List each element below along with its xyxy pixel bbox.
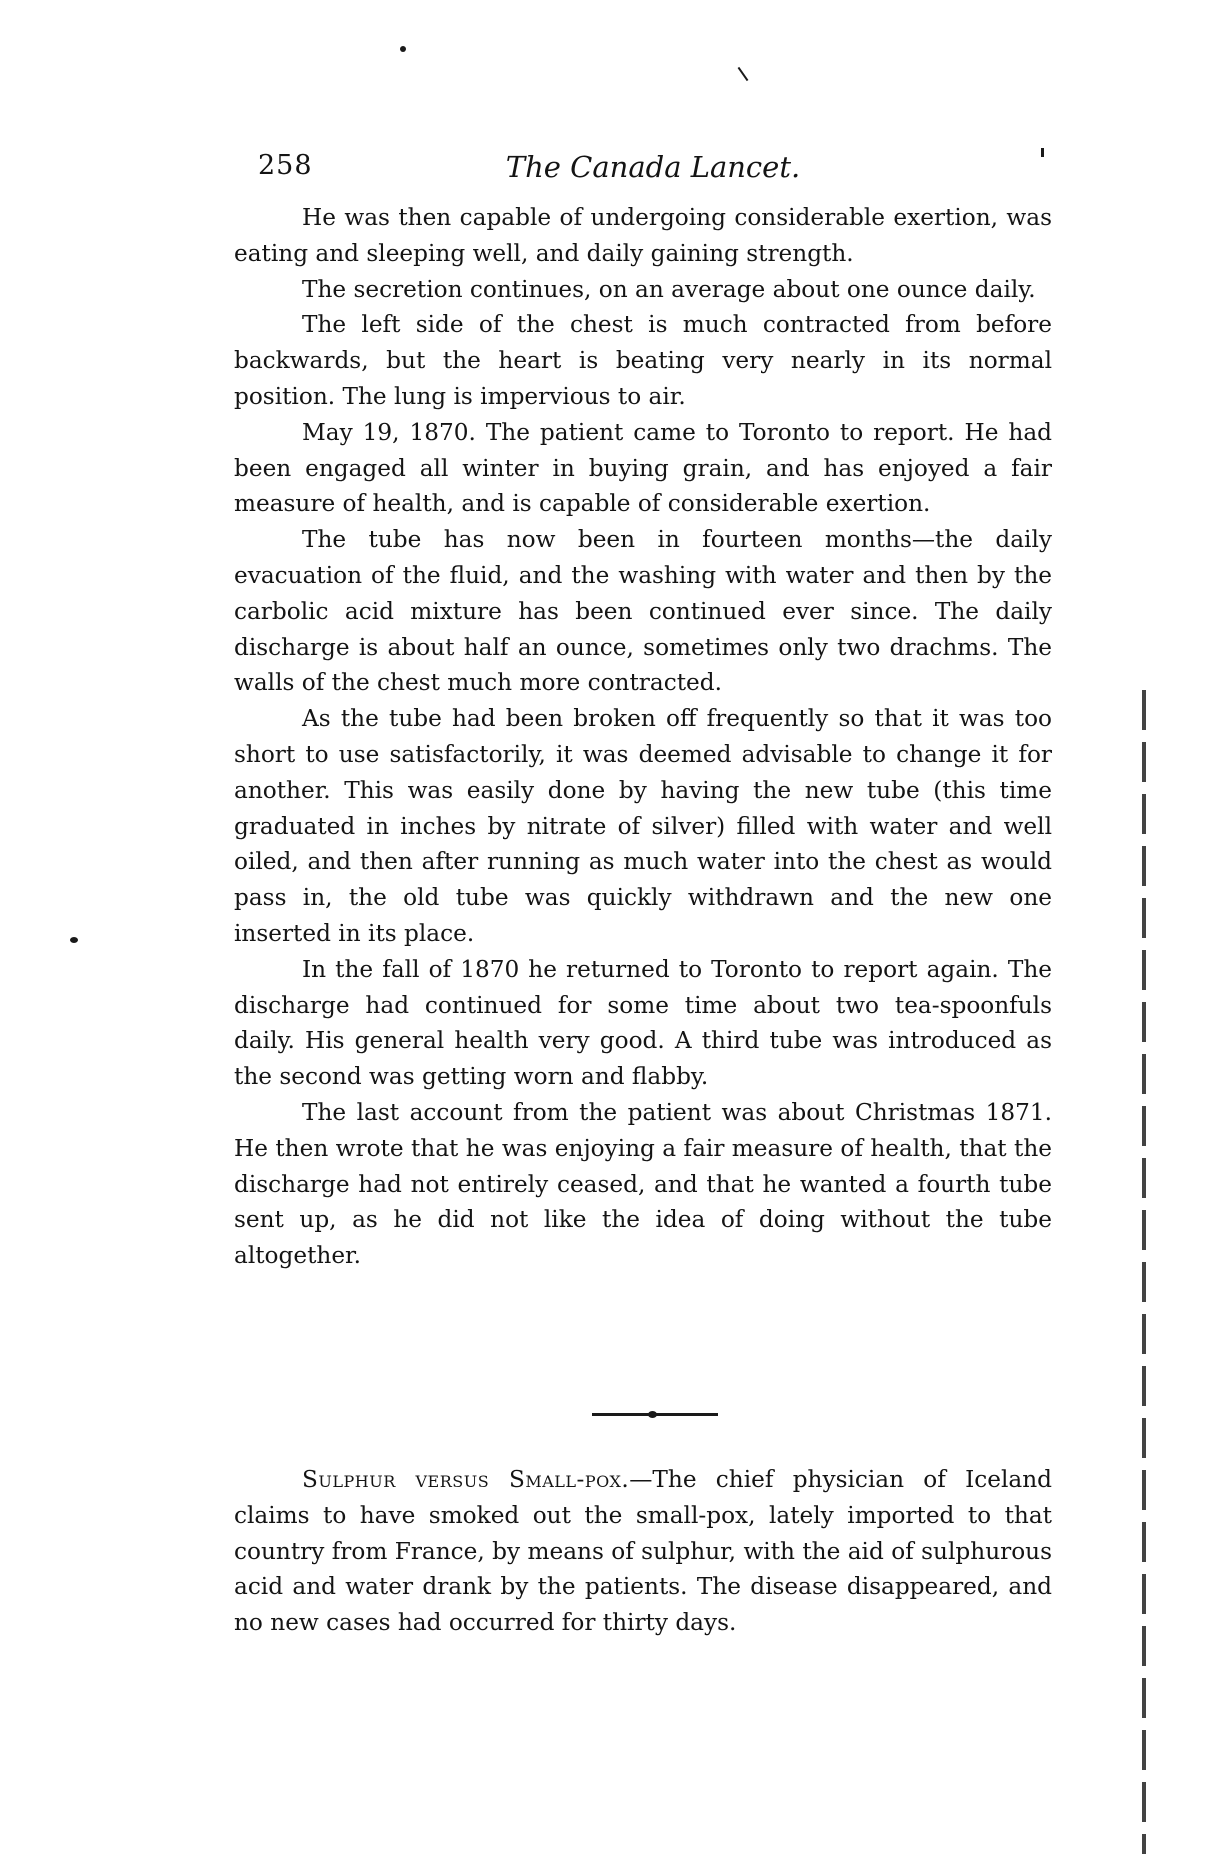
article-body	[234, 200, 1052, 1274]
note-heading: Sulphur versus Small-pox.	[302, 1466, 630, 1493]
page-header	[258, 150, 1048, 190]
running-title: The Canada Lancet.	[505, 150, 801, 184]
scan-edge	[1142, 690, 1146, 1854]
page-number: 258	[258, 150, 313, 181]
paragraph: May 19, 1870. The patient came to Toronto to report. He had been engaged all winter in buying grain, and has enjoyed a fair measure of health, and is capable of considerable exertion.	[234, 418, 1052, 518]
paragraph: In the fall of 1870 he returned to Toronto to report again. The discharge had continued for some time about two tea-spoonfuls daily. His general health very good. A third tube was introduced as the second was getting worn and flabby.	[234, 955, 1052, 1091]
paragraph: The last account from the patient was about Christmas 1871. He then wrote that he was enjoying a fair measure of health, that the discharge had not entirely ceased, and that he wanted a fourth tube sent up, as he did not like the idea of doing without the tube altogether.	[234, 1098, 1052, 1270]
paragraph: As the tube had been broken off frequently so that it was too short to use satisfactorily, it was deemed advisable to change it for another. This was easily done by having the new tube (this time graduated in inches by nitrate of silver) filled with water and well oiled, and then after running as much water into the chest as would pass in, the old tube was quickly withdrawn and the new one inserted in its place.	[234, 705, 1052, 947]
paragraph: He was then capable of undergoing considerable exertion, was eating and sleeping well, and daily gaining strength.	[234, 204, 1052, 267]
note-text: —The chief physician of Iceland claims to have smoked out the small-pox, lately imported to that country from France, by means of sulphur, with the aid of sulphurous acid and water drank by the patients. The disease disappeared, and no new cases had occurred for thirty days.	[234, 1466, 1052, 1637]
paragraph: The secretion continues, on an average about one ounce daily.	[302, 275, 1036, 303]
paragraph: The tube has now been in fourteen months—the daily evacuation of the fluid, and the washing with water and then by the carbolic acid mixture has been continued ever since. The daily discharge is about half an ounce, sometimes only two drachms. The walls of the chest much more contracted.	[234, 526, 1052, 697]
scan-speck	[400, 46, 406, 52]
scan-speck	[1041, 148, 1044, 157]
scan-speck	[70, 937, 78, 943]
paragraph: The left side of the chest is much contracted from before backwards, but the heart is beating very nearly in its normal position. The lung is impervious to air.	[234, 311, 1052, 410]
scan-speck	[738, 67, 749, 81]
section-divider	[592, 1413, 718, 1416]
note-paragraph	[234, 1462, 1052, 1641]
news-note	[234, 1462, 1052, 1641]
